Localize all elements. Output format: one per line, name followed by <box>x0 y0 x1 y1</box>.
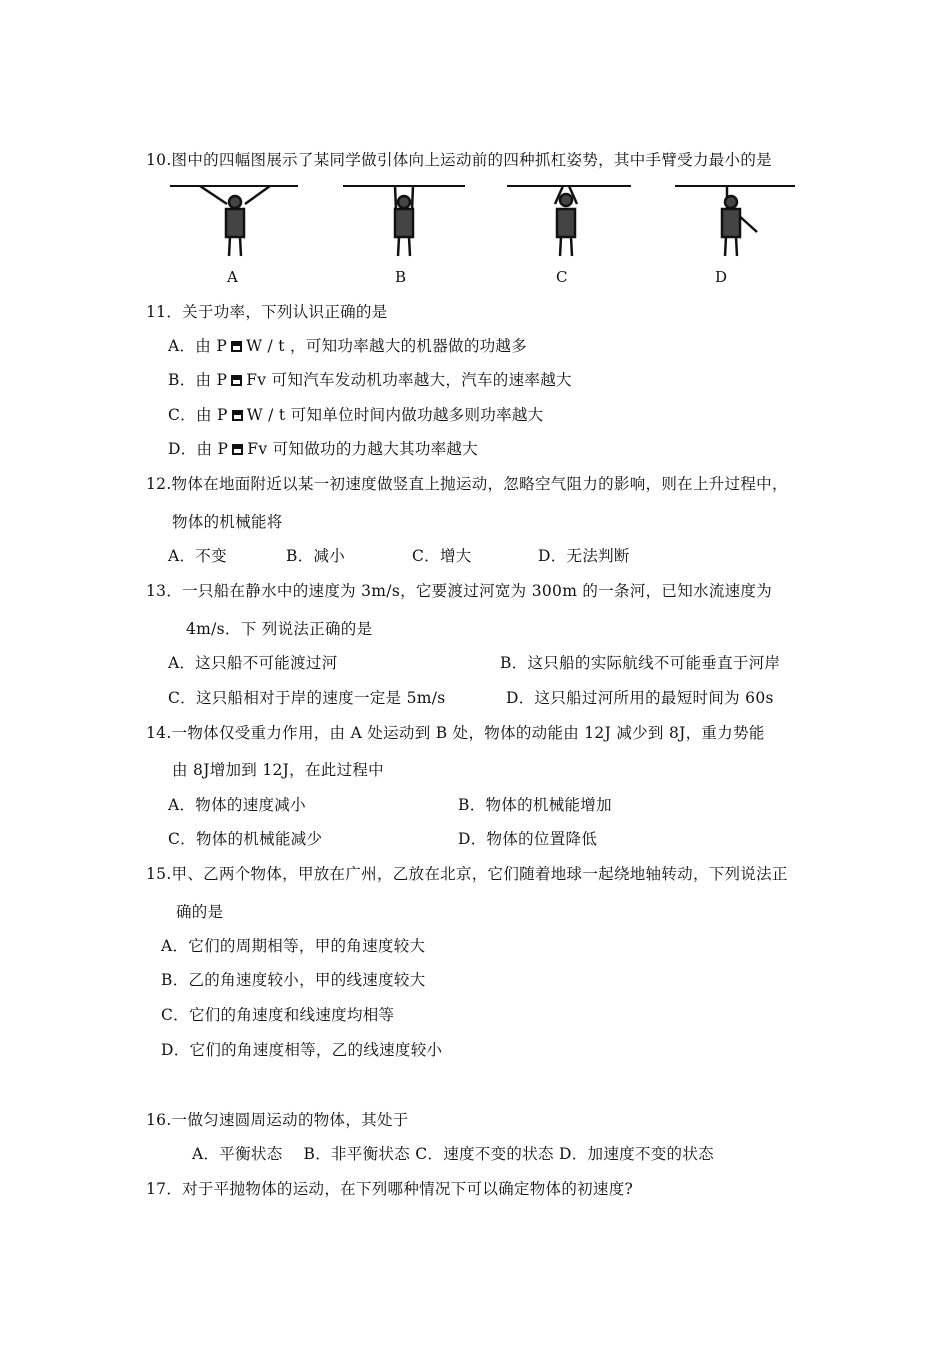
equals-placeholder-icon <box>231 341 242 352</box>
q14-option-b: B．物体的机械能增加 <box>458 796 612 814</box>
q14-option-a: A．物体的速度减小 <box>168 796 306 814</box>
q13-option-a: A．这只船不可能渡过河 <box>168 654 338 672</box>
q11-stem: 11．关于功率，下列认识正确的是 <box>146 303 388 321</box>
q15-stem-line1: 15.甲、乙两个物体，甲放在广州，乙放在北京，它们随着地球一起绕地轴转动，下列说法正 <box>146 865 788 883</box>
equals-placeholder-icon <box>231 375 242 386</box>
q12-stem-line2: 物体的机械能将 <box>172 513 283 531</box>
q11-option-d: D．由 P Fv 可知做功的力越大其功率越大 <box>168 440 479 458</box>
q12-option-b: B．减小 <box>286 547 346 565</box>
q13-stem-line1: 13．一只船在静水中的速度为 3m/s，它要渡过河宽为 300m 的一条河，已知水流速度为 <box>146 582 773 600</box>
q13-option-b: B．这只船的实际航线不可能垂直于河岸 <box>500 654 781 672</box>
equals-placeholder-icon <box>232 410 243 421</box>
q12-option-a: A．不变 <box>168 547 227 565</box>
figure-d-one-arm <box>722 186 757 256</box>
figure-b-parallel-grip <box>395 186 413 256</box>
figure-a-wide-grip <box>200 186 270 256</box>
q15-option-d: D．它们的角速度相等，乙的线速度较小 <box>161 1041 443 1059</box>
equals-placeholder-icon <box>232 444 243 455</box>
q14-stem-line1: 14.一物体仅受重力作用，由 A 处运动到 B 处，物体的动能由 12J 减少到 8J，重力势能 <box>146 724 765 742</box>
q11-option-c: C．由 P W / t 可知单位时间内做功越多则功率越大 <box>168 406 544 424</box>
q14-stem-line2: 由 8J增加到 12J，在此过程中 <box>172 761 384 779</box>
q11-option-a: A．由 P W / t ，可知功率越大的机器做的功越多 <box>168 337 528 355</box>
figure-label-b: B <box>395 268 407 286</box>
figure-label-a: A <box>227 268 238 286</box>
q14-option-c: C．物体的机械能减少 <box>168 830 323 848</box>
q11-option-b: B．由 P Fv 可知汽车发动机功率越大，汽车的速率越大 <box>168 371 572 389</box>
q16-stem: 16.一做匀速圆周运动的物体，其处于 <box>146 1111 409 1129</box>
q12-option-d: D．无法判断 <box>538 547 630 565</box>
q13-option-c: C．这只船相对于岸的速度一定是 5m/s <box>168 689 446 707</box>
q12-option-c: C．增大 <box>412 547 472 565</box>
q13-option-d: D．这只船过河所用的最短时间为 60s <box>506 689 774 707</box>
q15-option-b: B．乙的角速度较小，甲的线速度较大 <box>161 971 426 989</box>
q10-figure <box>165 172 805 292</box>
figure-label-c: C <box>556 268 568 286</box>
q12-stem-line1: 12.物体在地面附近以某一初速度做竖直上抛运动，忽略空气阻力的影响，则在上升过程中， <box>146 475 788 493</box>
q15-option-c: C．它们的角速度和线速度均相等 <box>161 1006 395 1024</box>
q15-option-a: A．它们的周期相等，甲的角速度较大 <box>161 937 426 955</box>
q16-options: A．平衡状态 B．非平衡状态 C．速度不变的状态 D．加速度不变的状态 <box>192 1145 714 1163</box>
q14-option-d: D．物体的位置降低 <box>458 830 598 848</box>
q13-stem-line2: 4m/s．下 列说法正确的是 <box>186 620 373 638</box>
figure-label-d: D <box>715 268 728 286</box>
q15-stem-line2: 确的是 <box>176 903 224 921</box>
figure-c-close-grip <box>555 186 577 256</box>
q10-stem: 10.图中的四幅图展示了某同学做引体向上运动前的四种抓杠姿势，其中手臂受力最小的是 <box>146 151 772 169</box>
q17-stem: 17．对于平抛物体的运动，在下列哪种情况下可以确定物体的初速度? <box>146 1180 634 1198</box>
